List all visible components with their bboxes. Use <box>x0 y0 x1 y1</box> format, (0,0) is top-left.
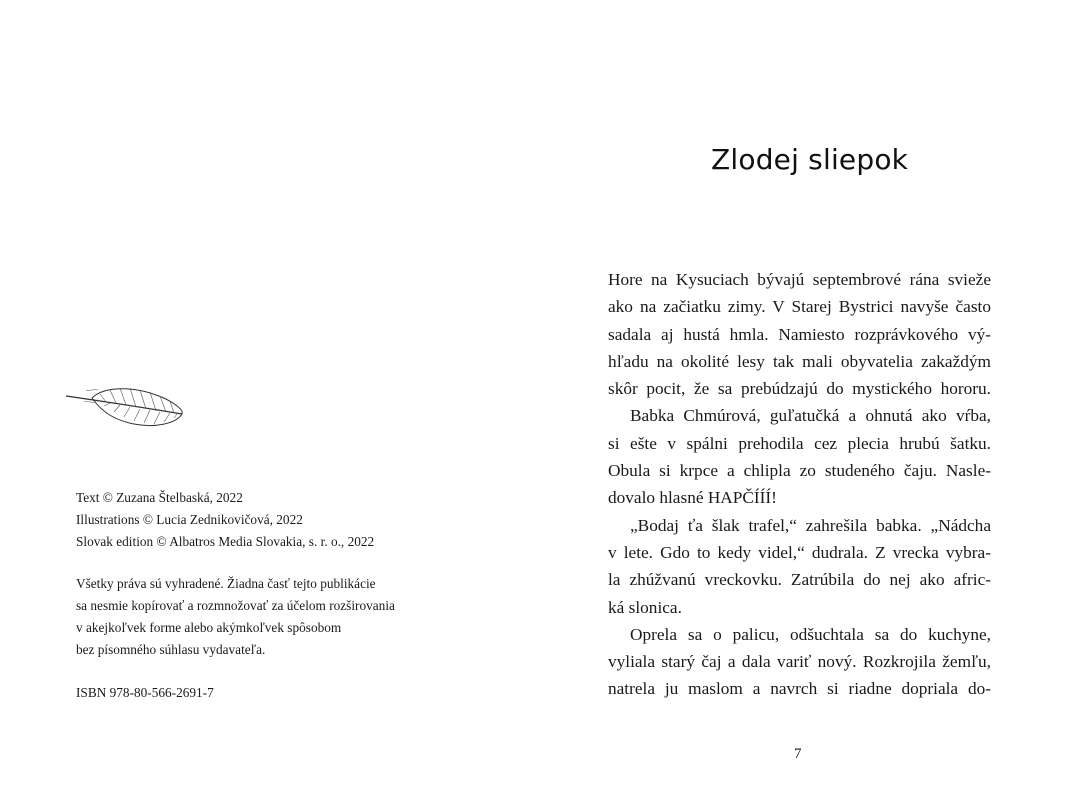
text-line: sadala aj hustá hmla. Namiesto rozprávkového vý- <box>608 324 991 344</box>
text-line: Hore na Kysuciach bývajú septembrové rána svieže <box>608 270 991 289</box>
text-line: natrela ju maslom a navrch si riadne dopriala do- <box>608 679 991 699</box>
isbn: ISBN 978-80-566-2691-7 <box>76 685 214 700</box>
text-line: ká slonica. <box>608 597 682 617</box>
rights-line: sa nesmie kopírovať a rozmnožovať za účelom rozširovania <box>76 598 395 613</box>
feather-icon <box>64 384 186 430</box>
text-line: Oprela sa o palicu, odšuchtala sa do kuchyne, <box>630 624 991 644</box>
credit-illustrations: Illustrations © Lucia Zednikovičová, 2022 <box>76 512 303 527</box>
text-line: Obula si krpce a chlipla zo studeného čaju. Nasle- <box>608 461 991 481</box>
left-page <box>0 0 533 800</box>
credits <box>76 487 374 553</box>
page-number: 7 <box>794 746 802 762</box>
text-line: Babka Chmúrová, guľatučká a ohnutá ako vŕba, <box>630 406 991 426</box>
text-line: „Bodaj ťa šlak trafel,“ zahrešila babka. „Nádcha <box>630 515 991 535</box>
text-line: skôr pocit, že sa prebúdzajú do mystického hororu. <box>608 379 991 399</box>
credit-text: Text © Zuzana Štelbaská, 2022 <box>76 490 243 505</box>
credit-edition: Slovak edition © Albatros Media Slovakia, s. r. o., 2022 <box>76 534 375 549</box>
chapter-body <box>608 266 991 703</box>
chapter-title: Zlodej sliepok <box>711 143 909 176</box>
text-line: v lete. Gdo to kedy videl,“ dudrala. Z vrecka vybra- <box>608 542 991 562</box>
text-line: dovalo hlasné HAPČÍÍÍ! <box>608 488 777 508</box>
text-line: ako na začiatku zimy. V Starej Bystrici navyše často <box>608 297 991 317</box>
text-line: la zhúžvanú vreckovku. Zatrúbila do nej ako afric- <box>608 570 991 590</box>
rights-line: Všetky práva sú vyhradené. Žiadna časť tejto publikácie <box>76 576 376 591</box>
text-line: vyliala starý čaj a dala variť nový. Rozkrojila žemľu, <box>608 652 991 672</box>
rights-line: bez písomného súhlasu vydavateľa. <box>76 642 266 657</box>
text-line: hľadu na okolité lesy tak mali obyvatelia zakaždým <box>608 351 991 371</box>
text-line: si ešte v spálni prehodila cez plecia hrubú šatku. <box>608 433 991 453</box>
rights-line: v akejkoľvek forme alebo akýmkoľvek spôsobom <box>76 620 342 635</box>
rights-notice <box>76 573 395 661</box>
